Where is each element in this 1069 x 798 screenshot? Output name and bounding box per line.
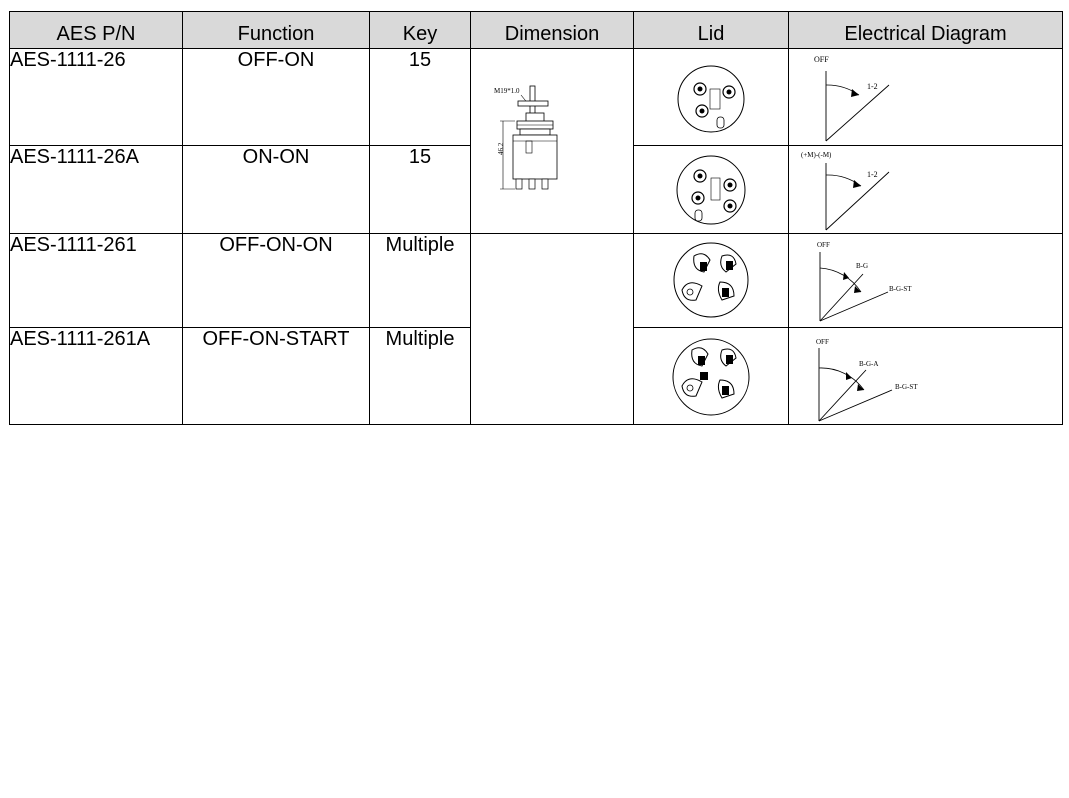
part-number: AES-1111-26 [10,49,183,146]
diagram-arrow-label-2: B-G-ST [889,285,912,293]
diagram-top-label: OFF [816,338,829,346]
electrical-diagram [789,328,1063,424]
diagram-arrow-label: 1-2 [867,82,878,91]
diagram-top-label: (+M)-(-M) [801,151,832,159]
key-cell: Multiple [370,328,471,425]
header-pn: AES P/N [10,12,183,49]
switch-dimension-drawing [471,49,634,232]
header-electrical-diagram: Electrical Diagram [789,12,1063,49]
diagram-arrow-label-2: B-G-ST [895,383,918,391]
lid-drawing [634,146,789,233]
part-number: AES-1111-26A [10,146,183,234]
electrical-diagram [789,49,1063,145]
diagram-top-label: OFF [814,55,829,64]
header-function: Function [183,12,370,49]
header-key: Key [370,12,471,49]
table-row [10,49,1063,146]
header-lid: Lid [634,12,789,49]
lid-cell [634,49,789,146]
lid-drawing [634,234,789,327]
electrical-diagram [789,146,1063,233]
electrical-diagram-cell [789,146,1063,234]
thread-label: M19*1.0 [494,87,520,95]
diagram-top-label: OFF [817,241,830,249]
header-row [10,12,1063,49]
diagram-arrow-label: B-G [856,262,869,270]
lid-cell [634,146,789,234]
electrical-diagram [789,234,1063,327]
table-row [10,234,1063,328]
electrical-diagram-cell [789,328,1063,425]
key-cell: 15 [370,49,471,146]
function-cell: ON-ON [183,146,370,234]
lid-cell [634,328,789,425]
lid-drawing [634,328,789,424]
lid-cell [634,234,789,328]
dimension-empty-cell [471,234,634,425]
dimension-drawing-cell [471,49,634,234]
function-cell: OFF-ON-START [183,328,370,425]
parts-table [9,11,1063,425]
height-label: 46.2 [497,142,505,155]
electrical-diagram-cell [789,49,1063,146]
key-cell: Multiple [370,234,471,328]
part-number: AES-1111-261A [10,328,183,425]
part-number: AES-1111-261 [10,234,183,328]
key-cell: 15 [370,146,471,234]
electrical-diagram-cell [789,234,1063,328]
diagram-arrow-label: 1-2 [867,170,878,179]
lid-drawing [634,49,789,145]
function-cell: OFF-ON-ON [183,234,370,328]
function-cell: OFF-ON [183,49,370,146]
header-dimension: Dimension [471,12,634,49]
diagram-arrow-label: B-G-A [859,360,879,368]
